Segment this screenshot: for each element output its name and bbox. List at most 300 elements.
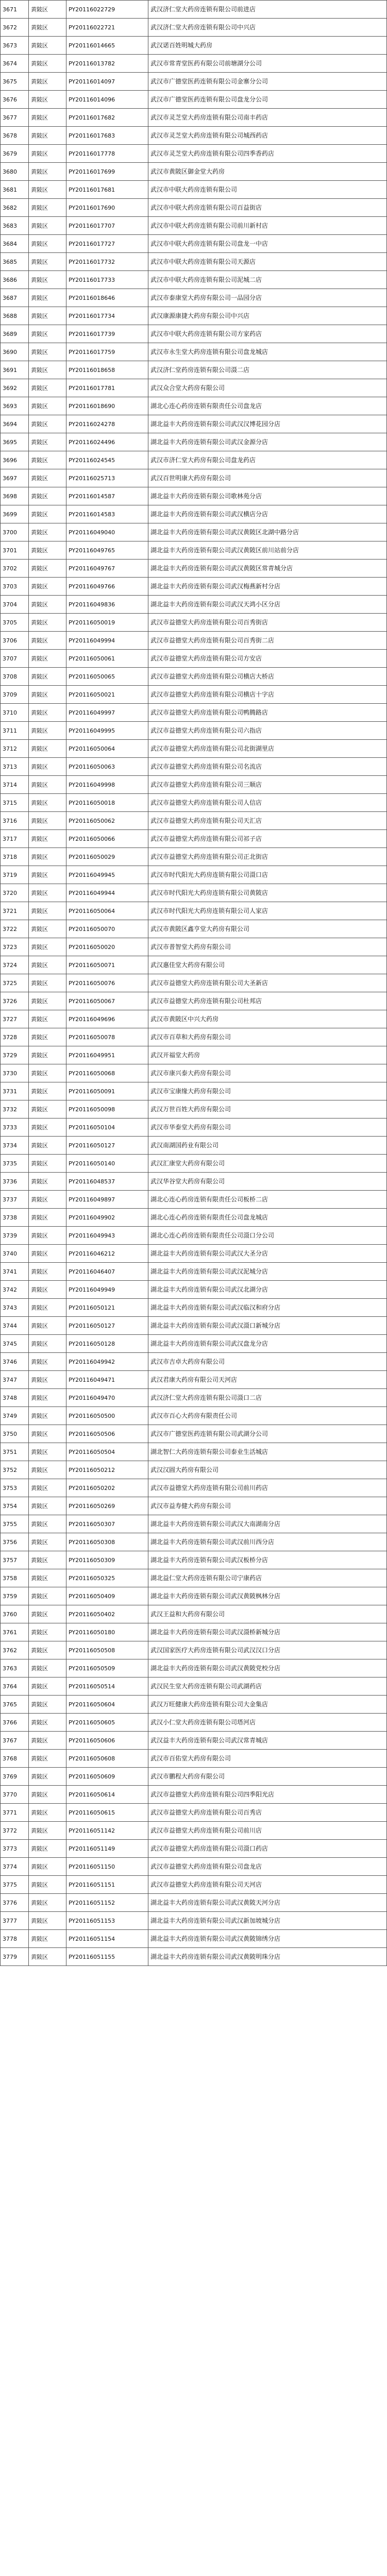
pharmacy-name-cell: 湖北益仁堂大药房连锁有限公司宁康药店 (148, 1569, 387, 1587)
pharmacy-name-cell: 武汉济仁堂大药房连锁有限公司前进店 (148, 1, 387, 19)
code-cell: PY20116018646 (66, 289, 148, 307)
code-cell: PY20116049766 (66, 578, 148, 596)
pharmacy-name-cell: 湖北益丰大药房连锁有限公司武汉黄陂党校分店 (148, 1659, 387, 1677)
table-row (1, 650, 387, 668)
row-index: 3730 (1, 1064, 29, 1082)
row-index: 3674 (1, 55, 29, 73)
table-row (1, 1804, 387, 1822)
district-cell: 黄陂区 (29, 1389, 66, 1407)
code-cell: PY20116050608 (66, 1750, 148, 1768)
code-cell: PY20116050402 (66, 1605, 148, 1623)
table-row (1, 1894, 387, 1912)
code-cell: PY20116014665 (66, 37, 148, 55)
code-cell: PY20116050061 (66, 650, 148, 668)
district-cell: 黄陂区 (29, 1714, 66, 1732)
table-row (1, 1263, 387, 1281)
row-index: 3744 (1, 1317, 29, 1335)
district-cell: 黄陂区 (29, 812, 66, 830)
table-row (1, 1137, 387, 1155)
row-index: 3757 (1, 1551, 29, 1569)
table-row (1, 632, 387, 650)
table-row (1, 1389, 387, 1407)
row-index: 3702 (1, 560, 29, 578)
table-row (1, 794, 387, 812)
district-cell: 黄陂区 (29, 451, 66, 469)
code-cell: PY20116050506 (66, 1425, 148, 1443)
row-index: 3726 (1, 992, 29, 1010)
table-row (1, 199, 387, 217)
code-cell: PY20116017707 (66, 217, 148, 235)
pharmacy-name-cell: 武汉市益德堂大药房连锁有限公司百秀店 (148, 1804, 387, 1822)
row-index: 3673 (1, 37, 29, 55)
row-index: 3671 (1, 1, 29, 19)
row-index: 3691 (1, 361, 29, 379)
table-row (1, 1912, 387, 1930)
code-cell: PY20116017733 (66, 271, 148, 289)
pharmacy-name-cell: 武汉市时代阳光大药房连锁有限公司人家店 (148, 902, 387, 920)
row-index: 3718 (1, 848, 29, 866)
district-cell: 黄陂区 (29, 433, 66, 451)
pharmacy-name-cell: 武汉市广德堂医药连锁有限公司武湖分公司 (148, 1425, 387, 1443)
pharmacy-name-cell: 武汉南湖国药业有限公司 (148, 1137, 387, 1155)
row-index: 3731 (1, 1082, 29, 1100)
district-cell: 黄陂区 (29, 1010, 66, 1028)
pharmacy-name-cell: 武汉市时代阳光大药房连锁有限公司滠口店 (148, 866, 387, 884)
table-row (1, 848, 387, 866)
district-cell: 黄陂区 (29, 1155, 66, 1173)
table-row (1, 686, 387, 704)
code-cell: PY20116049767 (66, 560, 148, 578)
district-cell: 黄陂区 (29, 1100, 66, 1118)
district-cell: 黄陂区 (29, 938, 66, 956)
pharmacy-name-cell: 武汉市百草和大药房有限公司 (148, 1028, 387, 1046)
code-cell: PY20116050091 (66, 1082, 148, 1100)
table-row (1, 487, 387, 505)
pharmacy-name-cell: 武汉市益德堂大药房连锁有限公司正北街店 (148, 848, 387, 866)
row-index: 3750 (1, 1425, 29, 1443)
district-cell: 黄陂区 (29, 650, 66, 668)
pharmacy-name-cell: 武汉市吉卓大药房有限公司 (148, 1353, 387, 1371)
district-cell: 黄陂区 (29, 1515, 66, 1533)
district-cell: 黄陂区 (29, 271, 66, 289)
pharmacy-name-cell: 武汉市益德堂大药房连锁有限公司大圣新店 (148, 974, 387, 992)
pharmacy-name-cell: 武汉市百心大药房有限责任公司 (148, 1407, 387, 1425)
code-cell: PY20116050064 (66, 902, 148, 920)
code-cell: PY20116051153 (66, 1912, 148, 1930)
code-cell: PY20116046212 (66, 1245, 148, 1263)
pharmacy-name-cell: 湖北益丰大药房连锁有限公司武汉黄陂枫林分店 (148, 1587, 387, 1605)
pharmacy-name-cell: 武汉市益德堂大药房连锁有限公司横店大桥店 (148, 668, 387, 686)
code-cell: PY20116050309 (66, 1551, 148, 1569)
code-cell: PY20116050212 (66, 1461, 148, 1479)
pharmacy-name-cell: 湖北智仁大药房连锁有限公司泰业生活城店 (148, 1443, 387, 1461)
table-row (1, 109, 387, 127)
district-cell: 黄陂区 (29, 1263, 66, 1281)
district-cell: 黄陂区 (29, 632, 66, 650)
row-index: 3706 (1, 632, 29, 650)
code-cell: PY20116050064 (66, 740, 148, 758)
pharmacy-name-cell: 湖北益丰大药房连锁有限公司武汉泥城分店 (148, 1263, 387, 1281)
row-index: 3756 (1, 1533, 29, 1551)
district-cell: 黄陂区 (29, 1173, 66, 1191)
code-cell: PY20116017690 (66, 199, 148, 217)
district-cell: 黄陂区 (29, 19, 66, 37)
code-cell: PY20116050063 (66, 758, 148, 776)
row-index: 3748 (1, 1389, 29, 1407)
row-index: 3729 (1, 1046, 29, 1064)
pharmacy-name-cell: 湖北益丰大药房连锁有限公司武汉金源分店 (148, 433, 387, 451)
code-cell: PY20116050070 (66, 920, 148, 938)
table-row (1, 1515, 387, 1533)
code-cell: PY20116050127 (66, 1137, 148, 1155)
table-row (1, 145, 387, 163)
code-cell: PY20116050127 (66, 1317, 148, 1335)
district-cell: 黄陂区 (29, 1930, 66, 1948)
row-index: 3764 (1, 1677, 29, 1696)
code-cell: PY20116050076 (66, 974, 148, 992)
row-index: 3751 (1, 1443, 29, 1461)
pharmacy-name-cell: 湖北益丰大药房连锁有限公司武汉大南湖南分店 (148, 1515, 387, 1533)
code-cell: PY20116050609 (66, 1768, 148, 1786)
pharmacy-name-cell: 武汉市益德堂大药房连锁有限公司前川店 (148, 1822, 387, 1840)
district-cell: 黄陂区 (29, 1587, 66, 1605)
code-cell: PY20116050104 (66, 1118, 148, 1137)
pharmacy-name-cell: 湖北益丰大药房连锁有限公司武汉黄陂区北湖中路分店 (148, 523, 387, 541)
table-row (1, 1587, 387, 1605)
row-index: 3760 (1, 1605, 29, 1623)
table-row (1, 974, 387, 992)
table-row (1, 1209, 387, 1227)
code-cell: PY20116049998 (66, 776, 148, 794)
code-cell: PY20116049943 (66, 1227, 148, 1245)
table-row (1, 181, 387, 199)
district-cell: 黄陂区 (29, 1750, 66, 1768)
pharmacy-name-cell: 武汉汇康堂大药房有限公司 (148, 1155, 387, 1173)
pharmacy-name-cell: 武汉市益德堂大药房连锁有限公司百秀街店 (148, 614, 387, 632)
table-row (1, 1299, 387, 1317)
row-index: 3690 (1, 343, 29, 361)
code-cell: PY20116050325 (66, 1569, 148, 1587)
row-index: 3720 (1, 884, 29, 902)
table-row (1, 1479, 387, 1497)
district-cell: 黄陂区 (29, 1677, 66, 1696)
row-index: 3739 (1, 1227, 29, 1245)
row-index: 3679 (1, 145, 29, 163)
table-body (1, 1, 387, 1966)
table-row (1, 253, 387, 271)
code-cell: PY20116049696 (66, 1010, 148, 1028)
table-row (1, 1227, 387, 1245)
row-index: 3773 (1, 1840, 29, 1858)
code-cell: PY20116017781 (66, 379, 148, 397)
row-index: 3683 (1, 217, 29, 235)
row-index: 3711 (1, 722, 29, 740)
district-cell: 黄陂区 (29, 1137, 66, 1155)
pharmacy-name-cell: 武汉市益德堂大药房连锁有限公司名流店 (148, 758, 387, 776)
row-index: 3692 (1, 379, 29, 397)
table-row (1, 1173, 387, 1191)
table-row (1, 812, 387, 830)
table-row (1, 1425, 387, 1443)
code-cell: PY20116024496 (66, 433, 148, 451)
table-row (1, 1317, 387, 1335)
district-cell: 黄陂区 (29, 1191, 66, 1209)
district-cell: 黄陂区 (29, 974, 66, 992)
pharmacy-name-cell: 武汉济仁堂大药房连锁有限公司中兴店 (148, 19, 387, 37)
pharmacy-name-cell: 武汉市益寿健大药房有限公司 (148, 1497, 387, 1515)
district-cell: 黄陂区 (29, 722, 66, 740)
code-cell: PY20116050604 (66, 1696, 148, 1714)
district-cell: 黄陂区 (29, 145, 66, 163)
table-row (1, 596, 387, 614)
district-cell: 黄陂区 (29, 1371, 66, 1389)
row-index: 3747 (1, 1371, 29, 1389)
table-row (1, 1335, 387, 1353)
district-cell: 黄陂区 (29, 55, 66, 73)
code-cell: PY20116050508 (66, 1641, 148, 1659)
pharmacy-name-cell: 武汉小仁堂大药房连锁有限公司塔河店 (148, 1714, 387, 1732)
table-row (1, 1948, 387, 1966)
district-cell: 黄陂区 (29, 1876, 66, 1894)
code-cell: PY20116018690 (66, 397, 148, 415)
pharmacy-name-cell: 武汉市灵芝堂大药房连锁有限公司四季香药店 (148, 145, 387, 163)
table-row (1, 1822, 387, 1840)
pharmacy-name-cell: 武汉市灵芝堂大药房连锁有限公司城西药店 (148, 127, 387, 145)
table-row (1, 325, 387, 343)
pharmacy-name-cell: 武汉百世明康大药房有限公司 (148, 469, 387, 487)
district-cell: 黄陂区 (29, 1497, 66, 1515)
table-row (1, 415, 387, 433)
row-index: 3699 (1, 505, 29, 523)
code-cell: PY20116049942 (66, 1353, 148, 1371)
pharmacy-name-cell: 武汉市益德堂大药房连锁有限公司百秀街二店 (148, 632, 387, 650)
row-index: 3743 (1, 1299, 29, 1317)
code-cell: PY20116024278 (66, 415, 148, 433)
pharmacy-name-cell: 湖北益丰大药房连锁有限公司武汉新加坡城分店 (148, 1912, 387, 1930)
row-index: 3676 (1, 91, 29, 109)
district-cell: 黄陂区 (29, 830, 66, 848)
district-cell: 黄陂区 (29, 1533, 66, 1551)
table-row (1, 1876, 387, 1894)
code-cell: PY20116050614 (66, 1786, 148, 1804)
row-index: 3778 (1, 1930, 29, 1948)
row-index: 3710 (1, 704, 29, 722)
table-row (1, 722, 387, 740)
code-cell: PY20116013782 (66, 55, 148, 73)
table-row (1, 1497, 387, 1515)
district-cell: 黄陂区 (29, 523, 66, 541)
code-cell: PY20116017739 (66, 325, 148, 343)
pharmacy-name-cell: 湖北益丰大药房连锁有限公司武汉黄陂区常青城分店 (148, 560, 387, 578)
code-cell: PY20116049040 (66, 523, 148, 541)
pharmacy-name-cell: 湖北心连心药房连锁有限责任公司滠口分公司 (148, 1227, 387, 1245)
row-index: 3755 (1, 1515, 29, 1533)
code-cell: PY20116017682 (66, 109, 148, 127)
pharmacy-name-cell: 武汉市中联大药房连锁有限公司 (148, 181, 387, 199)
district-cell: 黄陂区 (29, 1786, 66, 1804)
table-row (1, 1028, 387, 1046)
pharmacy-name-cell: 武汉市中联大药房连锁有限公司天源店 (148, 253, 387, 271)
code-cell: PY20116051150 (66, 1858, 148, 1876)
pharmacy-name-cell: 湖北益丰大药房连锁有限公司武汉汉博花园分店 (148, 415, 387, 433)
row-index: 3693 (1, 397, 29, 415)
row-index: 3766 (1, 1714, 29, 1732)
code-cell: PY20116022729 (66, 1, 148, 19)
pharmacy-name-cell: 湖北心连心药房连锁有限责任公司盘龙城店 (148, 1209, 387, 1227)
table-row (1, 1407, 387, 1425)
row-index: 3685 (1, 253, 29, 271)
table-row (1, 902, 387, 920)
pharmacy-name-cell: 武汉市华泰堂大药房有限公司 (148, 1118, 387, 1137)
table-row (1, 1641, 387, 1659)
code-cell: PY20116050307 (66, 1515, 148, 1533)
code-cell: PY20116022721 (66, 19, 148, 37)
row-index: 3759 (1, 1587, 29, 1605)
table-row (1, 1, 387, 19)
pharmacy-name-cell: 武汉市百佑堂大药房有限公司 (148, 1750, 387, 1768)
row-index: 3769 (1, 1768, 29, 1786)
code-cell: PY20116017778 (66, 145, 148, 163)
pharmacy-name-cell: 武汉市康兴泰大药房有限公司 (148, 1064, 387, 1082)
code-cell: PY20116051151 (66, 1876, 148, 1894)
row-index: 3709 (1, 686, 29, 704)
row-index: 3762 (1, 1641, 29, 1659)
table-row (1, 379, 387, 397)
table-row (1, 1100, 387, 1118)
table-row (1, 1714, 387, 1732)
row-index: 3716 (1, 812, 29, 830)
table-row (1, 938, 387, 956)
district-cell: 黄陂区 (29, 397, 66, 415)
pharmacy-name-cell: 武汉康源康捷大药房有限公司中兴店 (148, 307, 387, 325)
row-index: 3724 (1, 956, 29, 974)
table-row (1, 866, 387, 884)
code-cell: PY20116049470 (66, 1389, 148, 1407)
pharmacy-name-cell: 湖北益丰大药房连锁有限公司武汉盘龙分店 (148, 1335, 387, 1353)
row-index: 3687 (1, 289, 29, 307)
pharmacy-name-cell: 湖北益丰大药房连锁有限公司武汉横店分店 (148, 505, 387, 523)
row-index: 3722 (1, 920, 29, 938)
table-row (1, 1786, 387, 1804)
table-row (1, 956, 387, 974)
district-cell: 黄陂区 (29, 1209, 66, 1227)
code-cell: PY20116049765 (66, 541, 148, 560)
pharmacy-name-cell: 湖北益丰大药房连锁有限公司武汉黄陂明珠分店 (148, 1948, 387, 1966)
code-cell: PY20116050615 (66, 1804, 148, 1822)
table-row (1, 740, 387, 758)
table-row (1, 920, 387, 938)
table-row (1, 37, 387, 55)
table-row (1, 1353, 387, 1371)
table-row (1, 505, 387, 523)
table-row (1, 433, 387, 451)
code-cell: PY20116048537 (66, 1173, 148, 1191)
row-index: 3695 (1, 433, 29, 451)
district-cell: 黄陂区 (29, 1118, 66, 1137)
district-cell: 黄陂区 (29, 1840, 66, 1858)
row-index: 3767 (1, 1732, 29, 1750)
row-index: 3708 (1, 668, 29, 686)
district-cell: 黄陂区 (29, 596, 66, 614)
table-row (1, 1046, 387, 1064)
table-row (1, 1605, 387, 1623)
code-cell: PY20116049951 (66, 1046, 148, 1064)
pharmacy-name-cell: 武汉市益德堂大药房连锁有限公司横店十字店 (148, 686, 387, 704)
district-cell: 黄陂区 (29, 1281, 66, 1299)
pharmacy-name-cell: 湖北益丰大药房连锁有限公司武汉板桥分店 (148, 1551, 387, 1569)
code-cell: PY20116017759 (66, 343, 148, 361)
table-row (1, 127, 387, 145)
table-row (1, 271, 387, 289)
table-row (1, 523, 387, 541)
district-cell: 黄陂区 (29, 1461, 66, 1479)
pharmacy-name-cell: 湖北益丰大药房连锁有限公司武汉前川西分店 (148, 1533, 387, 1551)
pharmacy-name-cell: 武汉市益德堂大药房连锁有限公司三顺店 (148, 776, 387, 794)
table-row (1, 91, 387, 109)
district-cell: 黄陂区 (29, 560, 66, 578)
code-cell: PY20116050121 (66, 1299, 148, 1317)
row-index: 3694 (1, 415, 29, 433)
code-cell: PY20116050308 (66, 1533, 148, 1551)
code-cell: PY20116046407 (66, 1263, 148, 1281)
district-cell: 黄陂区 (29, 1245, 66, 1263)
district-cell: 黄陂区 (29, 343, 66, 361)
pharmacy-name-cell: 武汉市中联大药房连锁有限公司前川新村店 (148, 217, 387, 235)
pharmacy-name-cell: 武汉市益德堂大药房连锁有限公司祁子店 (148, 830, 387, 848)
pharmacy-name-cell: 武汉市益德堂大药房连锁有限公司六指店 (148, 722, 387, 740)
code-cell: PY20116050202 (66, 1479, 148, 1497)
pharmacy-name-cell: 武汉市益德堂大药房连锁有限公司前川药店 (148, 1479, 387, 1497)
district-cell: 黄陂区 (29, 758, 66, 776)
district-cell: 黄陂区 (29, 1858, 66, 1876)
code-cell: PY20116050066 (66, 830, 148, 848)
district-cell: 黄陂区 (29, 1768, 66, 1786)
code-cell: PY20116049836 (66, 596, 148, 614)
pharmacy-name-cell: 武汉市泰康堂大药房有限公司一品园分店 (148, 289, 387, 307)
code-cell: PY20116018658 (66, 361, 148, 379)
pharmacy-name-cell: 武汉众合堂大药房有限公司 (148, 379, 387, 397)
code-cell: PY20116049897 (66, 1191, 148, 1209)
row-index: 3734 (1, 1137, 29, 1155)
table-row (1, 1768, 387, 1786)
pharmacy-name-cell: 武汉市益德堂大药房连锁有限公司盘龙店 (148, 1858, 387, 1876)
district-cell: 黄陂区 (29, 307, 66, 325)
district-cell: 黄陂区 (29, 1623, 66, 1641)
code-cell: PY20116051149 (66, 1840, 148, 1858)
pharmacy-name-cell: 武汉市广德堂医药连锁有限公司盘龙分公司 (148, 91, 387, 109)
code-cell: PY20116050021 (66, 686, 148, 704)
code-cell: PY20116051155 (66, 1948, 148, 1966)
code-cell: PY20116025713 (66, 469, 148, 487)
district-cell: 黄陂区 (29, 884, 66, 902)
code-cell: PY20116049995 (66, 722, 148, 740)
district-cell: 黄陂区 (29, 289, 66, 307)
row-index: 3689 (1, 325, 29, 343)
district-cell: 黄陂区 (29, 1407, 66, 1425)
code-cell: PY20116049949 (66, 1281, 148, 1299)
row-index: 3686 (1, 271, 29, 289)
row-index: 3675 (1, 73, 29, 91)
row-index: 3777 (1, 1912, 29, 1930)
district-cell: 黄陂区 (29, 1317, 66, 1335)
district-cell: 黄陂区 (29, 73, 66, 91)
table-row (1, 217, 387, 235)
row-index: 3677 (1, 109, 29, 127)
pharmacy-name-cell: 武汉市黄陂区中兴大药房 (148, 1010, 387, 1028)
code-cell: PY20116050020 (66, 938, 148, 956)
row-index: 3772 (1, 1822, 29, 1840)
pharmacy-name-cell: 武汉市时代阳光大药房连锁有限公司黄陂店 (148, 884, 387, 902)
